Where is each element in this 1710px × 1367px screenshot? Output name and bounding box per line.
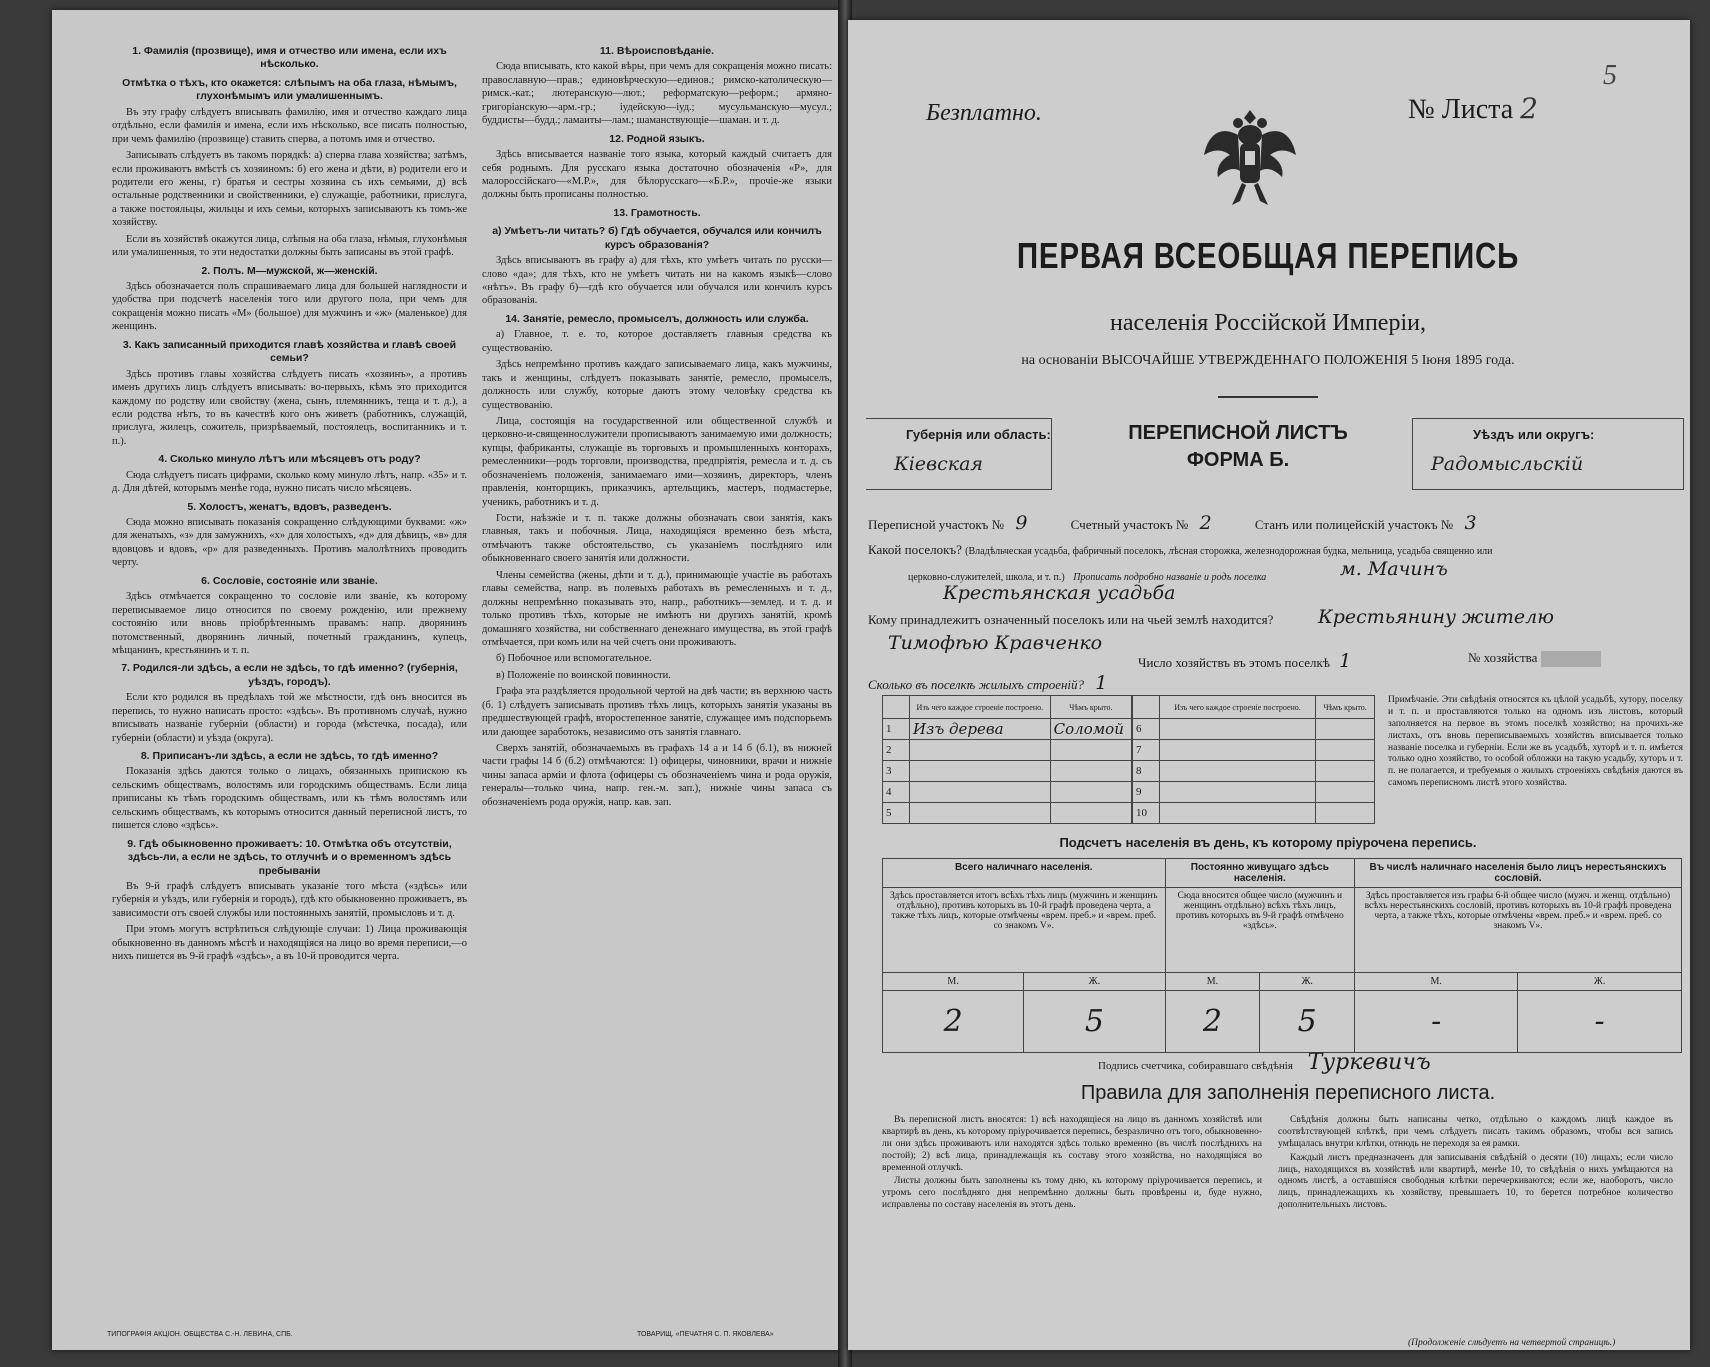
instruction-paragraph: в) Положеніе по воинской повинности. <box>496 669 671 681</box>
building-number: 4 <box>883 782 910 803</box>
section-heading: 14. Занятіе, ремесло, промыселъ, должность или служба. <box>505 312 809 325</box>
count-district-value[interactable]: 2 <box>1199 512 1212 534</box>
instruction-paragraph: Здѣсь противъ главы хозяйства слѣдуетъ писать «хозяинъ», а противъ именъ другихъ лицъ слѣдуетъ вписывать: во-первыхъ, кѣмъ это приходится каждому по родству или свойству (жена, сынъ, племянникъ, теща и т. д.), а если родства нѣтъ, то въ качествѣ кого онъ живетъ (работникъ, служащій, прислуга, жилецъ, сожитель, призрѣваемый, постоялецъ, воспитанникъ и т. п.). <box>112 368 467 447</box>
rule-paragraph: Каждый листъ предназначенъ для записыванія свѣдѣній о десяти (10) лицахъ; если число лицъ, находящихся въ хозяйствѣ или квартирѣ, менѣе 10, то свѣдѣнія о нихъ умѣщаются на одномъ листѣ, а оставшіяся свободныя клѣтки перечеркиваются; если же, наоборотъ, число лицъ, принадлежащихъ къ хозяйству, превышаетъ 10, то берется потребное количество дополнительныхъ листовъ. <box>1278 1152 1673 1211</box>
gubernia-value[interactable]: Кіевская <box>894 453 983 475</box>
female-count[interactable]: 5 <box>1024 991 1165 1053</box>
bt-col-material-2: Изъ чего каждое строеніе построено. <box>1160 696 1316 719</box>
sheet-number-label: № Листа <box>1408 94 1514 125</box>
building-roof[interactable] <box>1316 740 1375 761</box>
building-roof[interactable]: Соломой <box>1050 719 1131 740</box>
section-heading: 12. Родной языкъ. <box>609 132 705 145</box>
building-number: 7 <box>1133 740 1160 761</box>
count-column-heading: Всего наличнаго населенія. <box>883 859 1166 888</box>
section-heading: 5. Холостъ, женатъ, вдовъ, разведенъ. <box>187 500 392 513</box>
building-material[interactable] <box>1160 782 1316 803</box>
form-b-label: ФОРМА Б. <box>1186 449 1290 471</box>
rules-column-left <box>882 1115 1262 1214</box>
section-heading: 13. Грамотность. <box>613 206 701 219</box>
settlement-hint-instruction: Прописать подробно названіе и родъ поселка <box>1073 572 1267 583</box>
count-values-row <box>883 991 1682 1053</box>
instruction-paragraph: Гости, наѣзжіе и т. п. также должны обозначать свои занятія, какъ главныя, такъ и побочныя. Лица, находящіяся временно безъ мѣста, отмѣчаютъ также обстоятельство, съ указаніемъ послѣдняго или обыкновеннаго своего занятія или должности. <box>482 513 832 565</box>
instruction-paragraph: а) Главное, т. е. то, которое доставляетъ главныя средства къ существованію. <box>482 329 832 354</box>
count-column-heading: Постоянно живущаго здѣсь населенія. <box>1165 859 1355 888</box>
instruction-paragraph: Въ эту графу слѣдуетъ вписывать фамилію, имя и отчество каждаго лица отдѣльно, если фамилія и имена, если ихъ нѣсколько, все писать полностью, при чемъ фамилію (прозвище) ставить сперва, а потомъ имя и отчество. <box>112 106 467 145</box>
male-count[interactable]: - <box>1355 991 1518 1053</box>
count-column-heading: Въ числѣ наличнаго населенія было лицъ нерестьянскихъ сословій. <box>1355 859 1682 888</box>
instruction-paragraph: Сюда слѣдуетъ писать цифрами, сколько кому минуло лѣтъ, напр. «35» и т. д. Для дѣтей, которымъ менѣе года, нужно писать число мѣсяцевъ. <box>112 469 467 495</box>
instruction-paragraph: Здѣсь отмѣчается сокращенно то сословіе или званіе, къ которому переписываемое лицо относится по своему рожденію, или прежнему состоянію или вновь пріобрѣтеннымъ правамъ: напр. дворянинъ потомственный, дворянинъ личный, почетный гражданинъ, купецъ, мѣщанинъ, крестьянинъ и т. п. <box>112 591 467 656</box>
form-subtitle: населенія Россійской Имперіи, <box>1110 310 1426 336</box>
building-roof[interactable] <box>1050 740 1131 761</box>
building-material[interactable] <box>1160 740 1316 761</box>
rules-title: Правила для заполненія переписного листа. <box>1080 1082 1496 1104</box>
buildings-label: Сколько въ поселкѣ жилыхъ строеній? <box>868 677 1085 692</box>
instruction-paragraph: Графа эта раздѣляется продольной чертой на двѣ части; въ верхнюю часть (б. 1) слѣдуетъ записывать противъ тѣхъ лицъ, которыхъ занятія указаны въ предшествующей графѣ, второстепенное занятіе, служащее имъ подспорьемъ или дающее заработокъ, независимо отъ занятія главнаго. <box>482 686 832 738</box>
settlement-hint: (Владѣльческая усадьба, фабричный поселокъ, лѣсная сторожка, железнодорожная будка, мельница, усадьба священно или <box>965 546 1493 557</box>
building-number: 10 <box>1133 803 1160 824</box>
uezd-box <box>1412 418 1684 490</box>
instruction-paragraph: Сюда вписывать, кто какой вѣры, при чемъ для сокращенія можно писать: православную—прав.; единовѣрческую—единов.; римско-католическую—римск.-кат.; лютеранскую—лют.; реформатскую—реформ.; армяно-григоріанскую—арм.-гр.; іудейскую—іуд.; мусульманскую—мусул.; буддисты—будд.; ламаиты—лам.; шаманствующіе—шаман. и т. д. <box>482 61 832 127</box>
instructions-column-2 <box>482 40 832 812</box>
counter-signature-value[interactable]: Туркевичъ <box>1307 1050 1431 1075</box>
buildings-note: Примѣчаніе. Эти свѣдѣнія относятся къ цѣлой усадьбѣ, хутору, поселку и т. п. и проставляются только на одномъ изъ листовъ, который заполняется на первое въ этомъ поселкѣ хозяйство; на прочихъ-же листахъ, отъ вновь переписываемыхъ хозяйствъ вписывается только названіе поселка и губерніи. Если же въ усадьбѣ, хуторѣ и т. п. имѣется только одно хозяйство, то особой обложки на такую усадьбу, хуторъ и т. п. не полагается, и требуемыя о жилыхъ строеніяхъ свѣдѣнія даются въ самомъ переписномъ листѣ этого хозяйства. <box>1388 695 1683 789</box>
female-count[interactable]: 5 <box>1260 991 1355 1053</box>
male-label: М. <box>1165 973 1260 991</box>
building-material[interactable] <box>910 761 1051 782</box>
left-page <box>52 10 842 1350</box>
instruction-paragraph: Въ 9-й графѣ слѣдуетъ вписывать указаніе того мѣста («здѣсь» или губернія и уѣздъ, или губернія и городъ), гдѣ кто обыкновенно проживаетъ, въ зависимости отъ своей службы или постоянныхъ занятій, промысловъ и т. д. <box>112 880 467 919</box>
settlement-value-1[interactable]: м. Мачинъ <box>1340 558 1448 580</box>
counter-signature-label: Подпись счетчика, собиравшаго свѣдѣнія <box>1098 1060 1293 1072</box>
building-row <box>883 719 1132 740</box>
building-material[interactable]: Изъ дерева <box>910 719 1051 740</box>
bt-col-material: Изъ чего каждое строеніе построено. <box>910 696 1051 719</box>
page-number: 5 <box>1603 60 1617 91</box>
section-heading: 6. Сословіе, состояніе или званіе. <box>201 574 378 587</box>
building-roof[interactable] <box>1050 803 1131 824</box>
section-heading: 3. Какъ записанный приходится главѣ хозяйства и главѣ своей семьи? <box>122 338 457 365</box>
owner-label: Кому принадлежитъ означенный поселокъ или на чьей землѣ находится? <box>868 612 1274 627</box>
building-number: 8 <box>1133 761 1160 782</box>
population-count-heading: Подсчетъ населенія въ день, къ которому пріурочена перепись. <box>1059 835 1477 850</box>
district-line <box>868 512 1477 534</box>
free-label: Безплатно. <box>926 100 1042 126</box>
building-roof[interactable] <box>1316 761 1375 782</box>
sheet-number <box>1408 92 1538 126</box>
census-district-label: Переписной участокъ № <box>868 517 1005 532</box>
instruction-paragraph: Если въ хозяйствѣ окажутся лица, слѣпыя на оба глаза, нѣмыя, глухонѣмыя или умалишенныя, то эти недостатки должны быть записаны въ этой графѣ. <box>112 233 467 259</box>
population-count-table <box>882 858 1682 1053</box>
male-label: М. <box>1355 973 1518 991</box>
title-divider <box>1218 396 1318 398</box>
building-roof[interactable] <box>1316 719 1375 740</box>
household-number-value[interactable] <box>1541 651 1601 667</box>
police-district-label: Станъ или полицейскій участокъ № <box>1254 517 1454 532</box>
count-sex-row <box>883 973 1682 991</box>
sheet-number-value: 2 <box>1520 92 1538 125</box>
male-count[interactable]: 2 <box>883 991 1024 1053</box>
building-material[interactable] <box>1160 719 1316 740</box>
building-row <box>1133 803 1375 824</box>
bt-col-roof-2: Чѣмъ крыто. <box>1316 696 1375 719</box>
police-district-value[interactable]: 3 <box>1464 512 1477 534</box>
female-label: Ж. <box>1260 973 1355 991</box>
building-material[interactable] <box>910 782 1051 803</box>
building-roof[interactable] <box>1050 761 1131 782</box>
rule-paragraph: Свѣдѣнія должны быть написаны четко, отдѣльно о каждомъ лицѣ каждое въ соотвѣтствующей клѣткѣ, при чемъ слѣдуетъ писать такимъ образомъ, чтобы вся запись умѣщалась внутри клѣтки, отнюдь не переходя за ея рамки. <box>1278 1115 1673 1149</box>
buildings-table-right <box>1132 695 1375 824</box>
section-heading: 8. Приписанъ-ли здѣсь, а если не здѣсь, то гдѣ именно? <box>140 750 439 762</box>
counter-signature-line <box>1098 1050 1431 1075</box>
male-count[interactable]: 2 <box>1165 991 1260 1053</box>
building-number: 9 <box>1133 782 1160 803</box>
building-number: 1 <box>883 719 910 740</box>
gubernia-box <box>866 418 1052 490</box>
building-roof[interactable] <box>1316 803 1375 824</box>
instruction-paragraph: Если кто родился въ предѣлахъ той же мѣстности, гдѣ онъ вносится въ перепись, то нужно написать просто: «здѣсь». Въ противномъ случаѣ, нужно вписывать названіе губерніи (области) и города (мѣстечка, посада), или губерніи (области) и уѣзда (округа). <box>112 692 467 744</box>
count-column-description: Сюда вносится общее число (мужчинъ и женщинъ отдѣльно) всѣхъ тѣхъ лицъ, противъ которыхъ въ 9-й графѣ отмѣчено «здѣсь». <box>1165 888 1355 973</box>
count-header-row <box>883 859 1682 888</box>
rules-column-right <box>1278 1115 1673 1214</box>
building-row <box>883 761 1132 782</box>
building-material[interactable] <box>910 740 1051 761</box>
building-row <box>1133 740 1375 761</box>
households-label: Число хозяйствъ въ этомъ поселкѣ <box>1138 655 1330 670</box>
rule-paragraph: Въ переписной листъ вносятся: 1) всѣ находящіеся на лицо въ данномъ хозяйствѣ или квартирѣ въ день, къ которому пріурочивается перепись, безразлично отъ того, обыкновенно-ли они здѣсь проживаютъ или находятся здѣсь только временно (въ числѣ послѣднихъ на постой); 2) всѣ лица, принадлежащія къ составу этого хозяйства, но находящіяся во временной отлучкѣ. <box>882 1115 1262 1173</box>
building-number: 2 <box>883 740 910 761</box>
count-column-description: Здѣсь проставляется изъ графы 6-й общее число (мужч. и женщ. отдѣльно) всѣхъ нерестьянскихъ сословій, противъ которыхъ въ 10-й графѣ проведена черта, а также тѣхъ, которые отмѣчены «врем. преб.» и «врем. преб. со знакомъ V». <box>1355 888 1682 973</box>
section-heading: а) Умѣетъ-ли читать? б) Гдѣ обучается, обучался или кончилъ курсъ образованія? <box>492 225 822 251</box>
gubernia-label: Губернія или область: <box>906 427 1051 442</box>
building-row <box>883 803 1132 824</box>
form-title: ПЕРВАЯ ВСЕОБЩАЯ ПЕРЕПИСЬ <box>1016 235 1520 276</box>
building-row <box>883 740 1132 761</box>
building-material[interactable] <box>910 803 1051 824</box>
section-heading: 2. Полъ. М—мужской, ж—женскій. <box>201 264 378 277</box>
instruction-paragraph: б) Побочное или вспомогательное. <box>496 653 652 665</box>
building-row <box>1133 782 1375 803</box>
building-row <box>883 782 1132 803</box>
instruction-paragraph: При этомъ могутъ встрѣтиться слѣдующіе случаи: 1) Лица проживающія обыкновенно въ данномъ мѣстѣ и находящіяся на лицо во время переписи,—о нихъ пишется въ 9-й графѣ «здѣсь», а въ 10-й проводится черта. <box>112 924 467 963</box>
section-heading: 11. Вѣроисповѣданіе. <box>599 45 715 57</box>
census-district-value[interactable]: 9 <box>1015 512 1028 534</box>
rules-continuation: (Продолженіе слѣдуетъ на четвертой страницѣ.) <box>1408 1338 1616 1348</box>
building-number: 6 <box>1133 719 1160 740</box>
instruction-paragraph: Сверхъ занятій, обозначаемыхъ въ графахъ 14 а и 14 б (б.1), въ нижней части графы 14 б (б.2) отмѣчаются: 1) офицеры, чиновники, врачи и нижніе чины запаса арміи и флота (офицеры съ обозначеніемъ чина и рода оружія, генералы—только чина, напр. ген.-м. зап.), нижніе чины запаса съ обозначеніемъ рода оружія, напр. кав. зап. <box>482 743 832 808</box>
instruction-paragraph: Здѣсь вписываютъ въ графу а) для тѣхъ, кто умѣетъ читать по русски—слово «да»; для тѣхъ, кто не умѣетъ читать ни на какомъ языкѣ—слово «нѣтъ». Въ графу б)—гдѣ кто обучается или обучался или кончилъ курсъ образованія. <box>482 255 832 307</box>
settlement-label: Какой поселокъ? <box>868 542 962 557</box>
building-number: 3 <box>883 761 910 782</box>
rule-paragraph: Листы должны быть заполнены къ тому дню, къ которому пріурочивается перепись, и утромъ сего послѣдняго дня непремѣнно должны быть провѣрены и, буде нужно, исправлены по составу населенія въ этотъ день. <box>882 1176 1262 1211</box>
instructions-column-1 <box>112 40 467 967</box>
building-row <box>1133 761 1375 782</box>
census-sheet-label: ПЕРЕПИСНОЙ ЛИСТЪ <box>1128 422 1348 444</box>
instruction-paragraph: Сюда можно вписывать показанія сокращенно слѣдующими буквами: «ж» для женатыхъ, «з» для замужнихъ, «х» для холостыхъ, «д» для дѣвицъ, «в» для вдовцовъ и вдовъ, «р» для разведенныхъ. Противъ малолѣтнихъ проводить черту. <box>112 517 467 569</box>
instruction-paragraph: Здѣсь непремѣнно противъ каждаго записываемаго лица, какъ мужчины, такъ и женщины, слѣдуетъ показывать занятіе, ремесло, промыселъ, должность или службу, которые даютъ этому человѣку средства къ существованію. <box>482 359 832 411</box>
male-label: М. <box>883 973 1024 991</box>
uezd-value[interactable]: Радомысльскій <box>1431 453 1584 475</box>
owner-value-2[interactable]: Тимофѣю Кравченко <box>888 632 1103 654</box>
instruction-paragraph: Показанія здѣсь даются только о лицахъ, обязанныхъ припискою къ сельскимъ обществамъ, волостямъ или городскимъ обществамъ. Если лица приписаны къ тѣмъ городскимъ обществамъ, или къ тѣмъ волостямъ или сельскимъ обществамъ, къ которымъ относится данный переписной листъ, то пишется слово «здѣсь». <box>112 766 467 832</box>
household-number-label: № хозяйства <box>1468 650 1538 665</box>
owner-line <box>868 612 1273 628</box>
buildings-table-left <box>882 695 1132 824</box>
section-heading: 4. Сколько минуло лѣтъ или мѣсяцевъ отъ роду? <box>158 453 421 466</box>
printer-imprint-left: ТИПОГРАФІЯ АКЦІОН. ОБЩЕСТВА С.-Н. ЛЕВИНА, СПБ. <box>107 1331 293 1338</box>
form-legal-basis: на основаніи ВЫСОЧАЙШЕ УТВЕРЖДЕННАГО ПОЛОЖЕНІЯ 5 Іюня 1895 года. <box>1021 353 1515 368</box>
instruction-paragraph: Лица, состоящія на государственной или общественной службѣ и церковно-и-священнослужители прописываютъ занимаемую ими должность; купцы, фабриканты, служащіе въ торговыхъ и промышленныхъ конторахъ, ремесленники—родъ торговли, производства, предпріятія, ремесла и т. д. съ обозначеніемъ положенія, занимаемаго ими—хозяинъ, директоръ, членъ правленія, конторщикъ, приказчикъ, артельщикъ, мастеръ, подмастерье, ученикъ, работникъ и т. д. <box>482 415 832 508</box>
building-roof[interactable] <box>1316 782 1375 803</box>
section-heading: 9. Гдѣ обыкновенно проживаетъ: 10. Отмѣтка объ отсутствіи, здѣсь-ли, а если не здѣсь, то отлучнѣ и о временномъ здѣсь пребываніи <box>127 837 452 877</box>
section-heading: 7. Родился-ли здѣсь, а если не здѣсь, то гдѣ именно? (губернія, уѣздъ, городъ). <box>121 662 458 688</box>
instruction-paragraph: Здѣсь вписывается названіе того языка, который каждый считаетъ для себя роднымъ. Для русскаго языка достаточно обозначенія «Р», для малороссійскаго—«М.Р.», для бѣлорусскаго—«Б.Р.», прочіе-же языки должны быть прописаны полностью. <box>482 149 832 201</box>
female-label: Ж. <box>1518 973 1682 991</box>
building-row <box>1133 719 1375 740</box>
count-district-label: Счетный участокъ № <box>1070 517 1189 532</box>
instruction-paragraph: Записывать слѣдуетъ въ такомъ порядкѣ: а) сперва глава хозяйства; затѣмъ, если проживаютъ вмѣстѣ съ хозяиномъ: б) его жена и дѣти, в) родители его и родители его жены, г) братья и сестры хозяина съ ихъ семьями, д) всѣ остальные родственники и свойственники, е) служащіе, работники, прислуга, а также постояльцы, жильцы и ихъ семьи, которыхъ записываютъ къ томъ-же хозяйству. <box>112 150 467 229</box>
count-description-row <box>883 888 1682 973</box>
bt-col-roof: Чѣмъ крыто. <box>1050 696 1131 719</box>
households-line <box>1138 650 1351 672</box>
instruction-paragraph: Члены семейства (жены, дѣти и т. д.), принимающіе участіе въ работахъ главы семейства, напр. въ полевыхъ работахъ въ ремесленныхъ и т. д., должны непремѣнно показывать это, напр., работникъ—землед. и т. д. и только противъ тѣхъ, которые не имѣютъ ни другихъ занятій, кромѣ домашняго хозяйства, ни собственнаго денежнаго имущества, въ этой графѣ отмѣчается, при комъ или на чей счетъ они проживаютъ. <box>482 569 832 648</box>
section-heading: Отмѣтка о тѣхъ, кто окажется: слѣпымъ на оба глаза, нѣмымъ, глухонѣмымъ или умалишеннымъ. <box>122 76 457 103</box>
instruction-paragraph: Здѣсь обозначается полъ спрашиваемаго лица для большей наглядности и удобства при подсчетѣ населенія того или другого пола, при чемъ для сокращенія можно писать «М» (большое) для мужчинъ и «ж» (маленькое) для женщинъ. <box>112 281 467 333</box>
count-column-description: Здѣсь проставляется итогъ всѣхъ тѣхъ лицъ (мужчинъ и женщинъ отдѣльно), противъ которыхъ въ 10-й графѣ проведена черта, а также тѣхъ лицъ, которые отмѣчены «врем. преб.» и «врем. преб. со знакомъ V». <box>883 888 1166 973</box>
building-number: 5 <box>883 803 910 824</box>
census-form-page <box>848 20 1690 1350</box>
buildings-value[interactable]: 1 <box>1095 672 1108 694</box>
female-label: Ж. <box>1024 973 1165 991</box>
building-material[interactable] <box>1160 803 1316 824</box>
imperial-eagle-emblem <box>1200 105 1300 215</box>
settlement-hint-examples: церковно-служителей, школа, и т. п.) <box>908 572 1065 583</box>
households-value[interactable]: 1 <box>1339 650 1352 672</box>
settlement-line <box>868 542 1678 558</box>
section-heading: 1. Фамилія (прозвище), имя и отчество или имена, если ихъ нѣсколько. <box>132 45 447 71</box>
printer-imprint-right: ТОВАРИЩ. «ПЕЧАТНЯ С. П. ЯКОВЛЕВА» <box>637 1331 774 1338</box>
census-sheet-form-title <box>1078 420 1398 474</box>
household-number-line <box>1468 650 1601 667</box>
settlement-value-2[interactable]: Крестьянская усадьба <box>943 582 1176 604</box>
buildings-line <box>868 672 1107 694</box>
building-material[interactable] <box>1160 761 1316 782</box>
uezd-label: Уѣздъ или округъ: <box>1473 427 1595 442</box>
female-count[interactable]: - <box>1518 991 1682 1053</box>
building-roof[interactable] <box>1050 782 1131 803</box>
owner-value-1[interactable]: Крестьянину жителю <box>1318 606 1554 628</box>
